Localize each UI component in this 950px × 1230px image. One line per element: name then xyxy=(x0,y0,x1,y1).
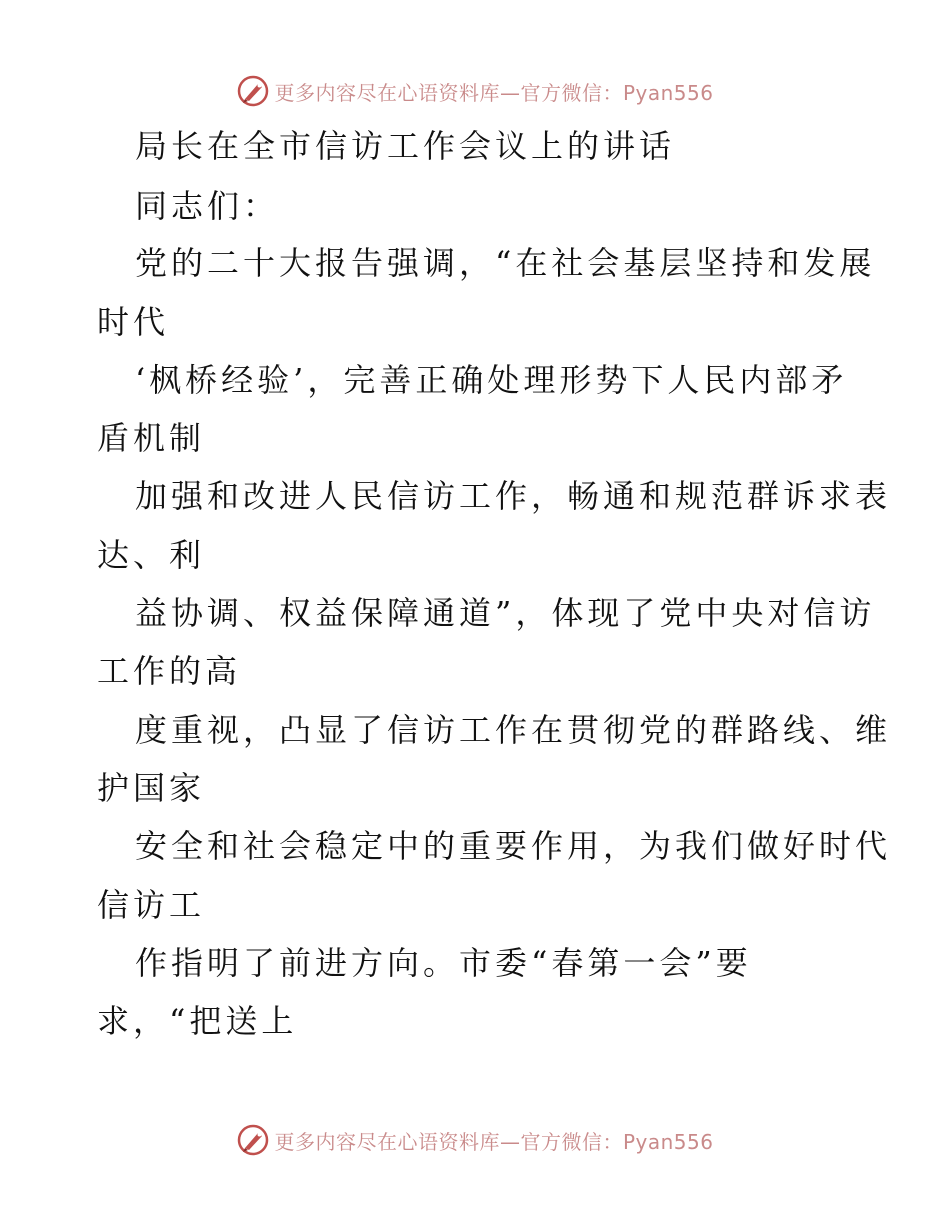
paragraph-line: 工作的高 xyxy=(97,652,242,690)
footer-watermark xyxy=(0,1120,950,1160)
pen-logo-icon xyxy=(236,1123,270,1157)
pen-logo-icon xyxy=(236,74,270,108)
salutation: 同志们： xyxy=(135,187,280,225)
document-title: 局长在全市信访工作会议上的讲话 xyxy=(135,127,676,165)
paragraph-line: 加强和改进人民信访工作，畅通和规范群诉求表 xyxy=(135,477,892,515)
paragraph-line: 作指明了前进方向。市委“春第一会”要 xyxy=(135,944,752,982)
watermark-text: 更多内容尽在心语资料库—官方微信：Pyan556 xyxy=(274,80,714,105)
paragraph-line: 时代 xyxy=(97,303,170,341)
paragraph-line: 信访工 xyxy=(97,886,206,924)
paragraph-line: 安全和社会稳定中的重要作用，为我们做好时代 xyxy=(135,827,892,865)
paragraph-line: 党的二十大报告强调，“在社会基层坚持和发展 xyxy=(135,244,876,282)
paragraph-line: 度重视，凸显了信访工作在贯彻党的群路线、维 xyxy=(135,711,892,749)
watermark-group xyxy=(236,1123,713,1157)
paragraph-line: ‘枫桥经验’，完善正确处理形势下人民内部矛 xyxy=(135,361,848,399)
watermark-text: 更多内容尽在心语资料库—官方微信：Pyan556 xyxy=(274,1129,714,1154)
paragraph-line: 达、利 xyxy=(97,536,206,574)
paragraph-line: 求，“把送上 xyxy=(97,1002,298,1040)
header-watermark xyxy=(0,71,950,111)
paragraph-line: 益协调、权益保障通道”，体现了党中央对信访 xyxy=(135,594,876,632)
paragraph-line: 护国家 xyxy=(97,769,206,807)
watermark-group xyxy=(236,74,713,108)
paragraph-line: 盾机制 xyxy=(97,419,206,457)
